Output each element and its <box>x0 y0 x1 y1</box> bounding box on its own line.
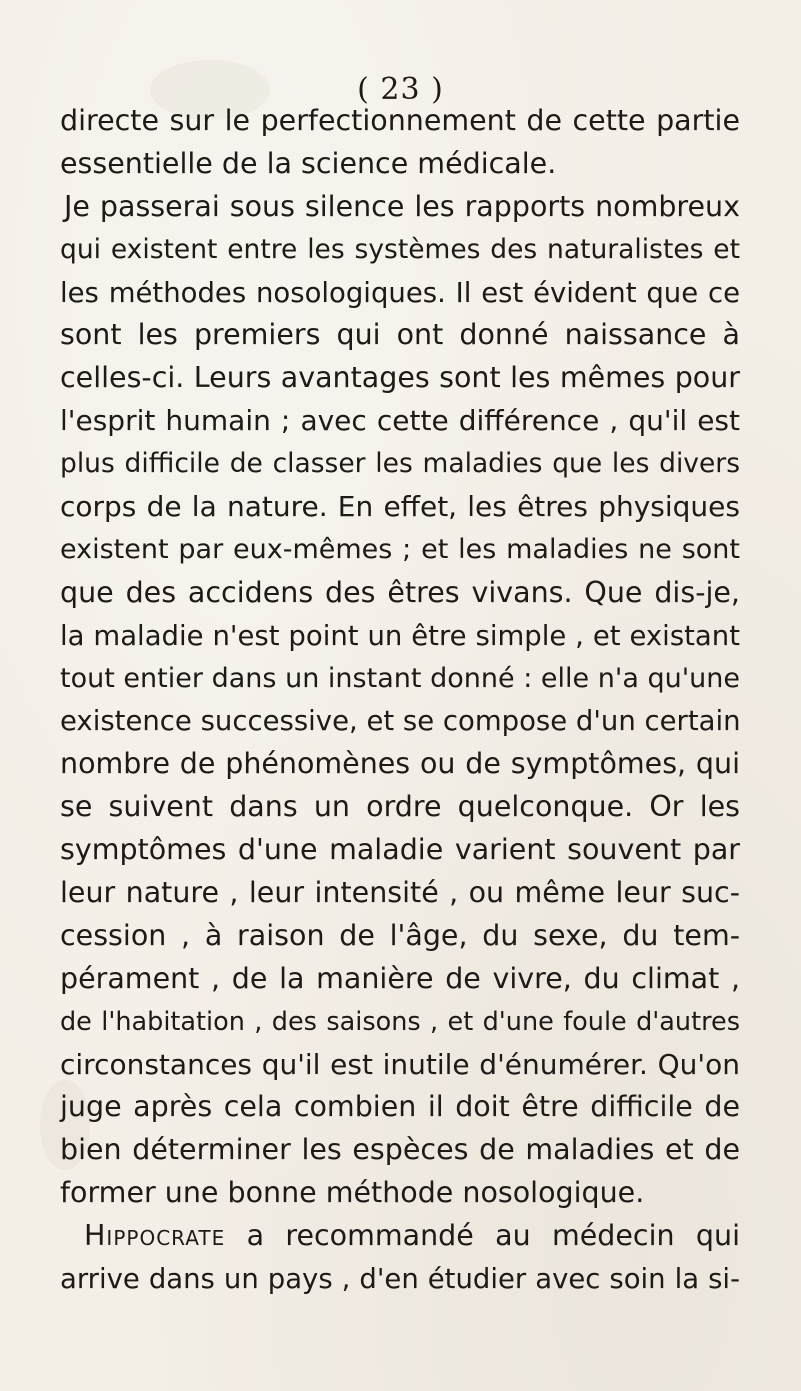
text-line: se suivent dans un ordre quelconque. Or les <box>60 790 740 824</box>
text-line: plus difficile de classer les maladies que les divers <box>60 448 740 480</box>
text-line: qui existent entre les systèmes des naturalistes et <box>60 233 740 265</box>
text-line: de l'habitation , des saisons , et d'une foule d'autres <box>60 1006 740 1037</box>
text-line: juge après cela combien il doit être difficile de <box>60 1090 740 1124</box>
text-line: l'esprit humain ; avec cette différence , qu'il est <box>60 404 740 438</box>
text-line: arrive dans un pays , d'en étudier avec soin la si- <box>60 1263 740 1296</box>
page-number: ( 23 ) <box>357 72 444 107</box>
text-line: leur nature , leur intensité , ou même leur suc- <box>60 876 740 910</box>
text-line: la maladie n'est point un être simple , et existant <box>60 619 740 652</box>
text-line: circonstances qu'il est inutile d'énumérer. Qu'on <box>60 1047 740 1081</box>
text-line: directe sur le perfectionnement de cette partie <box>60 104 740 137</box>
text-line: pérament , de la manière de vivre, du climat , <box>60 961 740 995</box>
text-line <box>60 1215 740 1258</box>
text-line: sont les premiers qui ont donné naissance à <box>60 318 740 352</box>
text-line: existent par eux-mêmes ; et les maladies ne sont <box>60 533 740 565</box>
text-line: que des accidens des êtres vivans. Que dis-je, <box>60 575 740 609</box>
text-line: symptômes d'une maladie varient souvent par <box>60 833 740 867</box>
text-line: les méthodes nosologiques. Il est évident que ce <box>60 276 740 309</box>
text-line: cession , à raison de l'âge, du sexe, du tem- <box>60 918 740 952</box>
text-line: tout entier dans un instant donné : elle n'a qu'une <box>60 662 740 694</box>
body-text <box>60 100 740 1301</box>
text-line: nombre de phénomènes ou de symptômes, qui <box>60 747 740 781</box>
text-line: existence successive, et se compose d'un certain <box>60 705 741 738</box>
text-line: former une bonne méthode nosologique. <box>60 1176 645 1210</box>
text-line-rest: a recommandé au médecin qui <box>225 1219 740 1253</box>
author-name-hippocrate: Hippocrate <box>84 1219 226 1253</box>
text-line: corps de la nature. En effet, les êtres physiques <box>60 490 740 524</box>
text-line: Je passerai sous silence les rapports nombreux <box>64 189 740 223</box>
text-line: essentielle de la science médicale. <box>60 146 557 180</box>
text-line: bien déterminer les espèces de maladies et de <box>60 1133 740 1167</box>
text-line: celles-ci. Leurs avantages sont les mêmes pour <box>60 361 740 395</box>
